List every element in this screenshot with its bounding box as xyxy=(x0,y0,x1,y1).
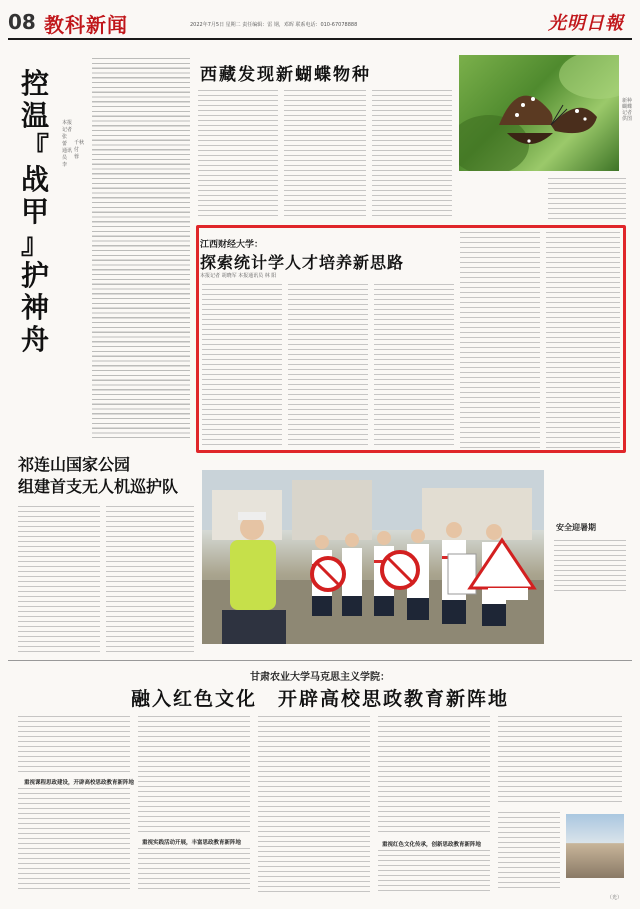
photo-caption-body xyxy=(554,540,626,594)
highlighted-body xyxy=(202,284,282,448)
bottom-body xyxy=(258,716,370,892)
section-divider xyxy=(8,660,632,661)
bottom-body xyxy=(498,716,622,806)
title-char: 温 xyxy=(20,99,49,132)
title-char: 神 xyxy=(20,291,49,324)
section-name: 教科新闻 xyxy=(44,13,128,37)
title-char: 舟 xyxy=(20,323,49,356)
title-char: 『 xyxy=(20,131,49,164)
butterfly-body xyxy=(198,90,278,220)
bottom-body xyxy=(378,850,490,892)
bottom-body xyxy=(138,848,250,892)
bottom-body xyxy=(138,716,250,834)
highlighted-body xyxy=(288,284,368,448)
drone-headline-line: 祁连山国家公园 xyxy=(18,455,131,474)
paper-logo: 光明日報 xyxy=(548,13,624,34)
bottom-body xyxy=(498,812,560,890)
title-char: 护 xyxy=(20,259,49,292)
title-char: 控 xyxy=(20,67,49,100)
drone-body xyxy=(18,506,100,654)
butterfly-photo-caption: 新种蝴蝶 记者 供图 xyxy=(622,98,633,122)
bottom-body xyxy=(18,788,130,892)
bottom-kicker: 甘肃农业大学马克思主义学院： xyxy=(250,672,390,683)
highlighted-headline: 探索统计学人才培养新思路 xyxy=(200,253,405,272)
masthead-meta: 2022年7月5日 星期二 责任编辑：雷 钢，邓晖 联系电话：010-67078888 xyxy=(190,22,358,28)
highlighted-body xyxy=(374,284,454,448)
butterfly-illustration xyxy=(459,55,619,171)
highlighted-body xyxy=(546,232,620,448)
masthead xyxy=(8,6,632,40)
drone-headline xyxy=(18,454,198,498)
drone-body xyxy=(106,506,194,654)
butterfly-headline: 西藏发现新蝴蝶物种 xyxy=(200,65,371,85)
drone-headline-line: 组建首支无人机巡护队 xyxy=(18,477,179,496)
bottom-body xyxy=(378,716,490,834)
left-feature-title xyxy=(14,68,56,356)
butterfly-photo xyxy=(459,55,619,171)
page-number: 08 xyxy=(8,10,36,34)
bottom-headline: 融入红色文化 开辟高校思政教育新阵地 xyxy=(130,688,509,710)
title-char: 』 xyxy=(20,227,49,260)
title-char: 甲 xyxy=(20,195,49,228)
safety-photo xyxy=(202,470,544,644)
left-feature-byline: 本报记者 张 蕾 通讯员 李 xyxy=(62,120,73,168)
footer-signature: （光） xyxy=(606,895,622,901)
bottom-subhead: 重视实践活动开展，丰富思政教育新阵地 xyxy=(142,840,242,846)
photo-caption-title: 安全迎暑期 xyxy=(556,523,596,532)
campus-photo xyxy=(566,814,624,878)
highlighted-byline: 本报记者 胡晓军 本报通讯员 林 阳 xyxy=(200,273,277,279)
highlighted-body xyxy=(460,232,540,448)
title-char: 战 xyxy=(20,163,49,196)
butterfly-body xyxy=(372,90,452,220)
left-feature-author: 千秋 付 蓉 xyxy=(74,140,85,160)
safety-photo-illustration xyxy=(202,470,544,644)
left-feature-body xyxy=(92,58,190,438)
bottom-body xyxy=(18,716,130,774)
bottom-subhead: 重视课程思政建设，开辟高校思政教育新阵地 xyxy=(24,780,135,786)
butterfly-body xyxy=(284,90,366,220)
right-column-body xyxy=(548,178,626,222)
highlighted-kicker: 江西财经大学： xyxy=(200,240,264,250)
bottom-subhead: 重视红色文化传承，创新思政教育新阵地 xyxy=(382,842,482,848)
